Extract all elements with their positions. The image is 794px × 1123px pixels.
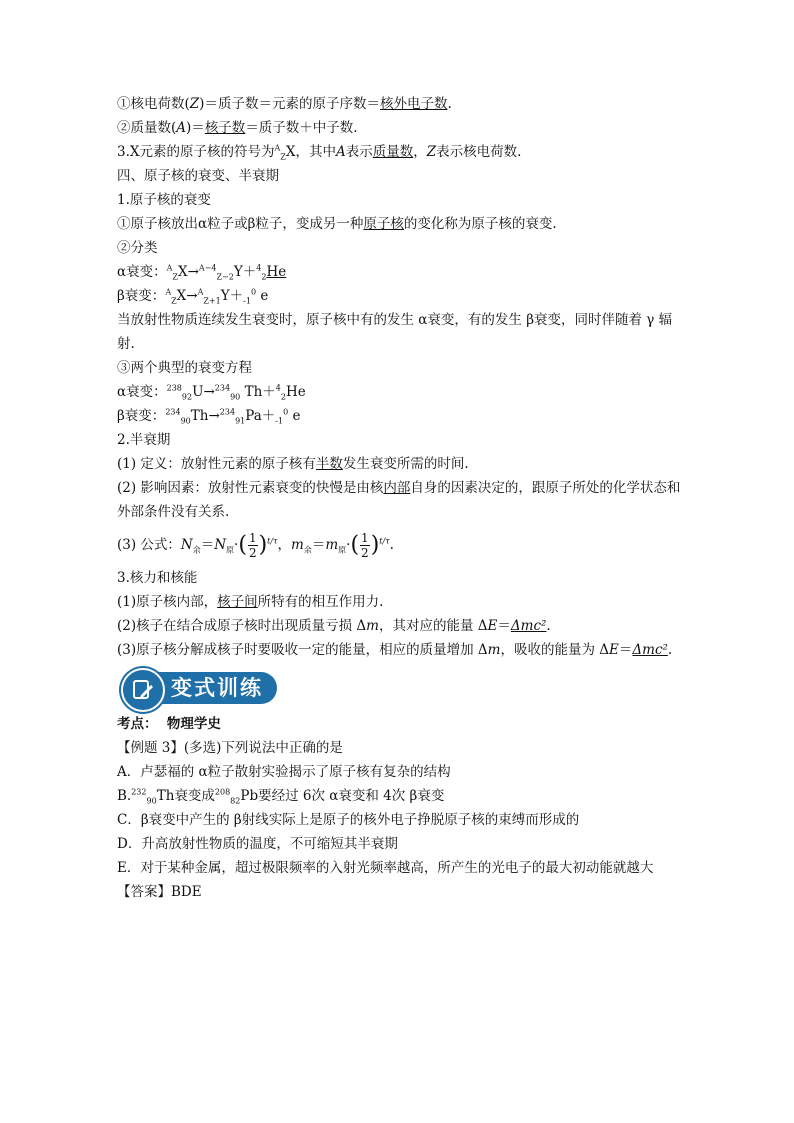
line-classification: ②分类 (117, 240, 158, 256)
line-nuclear-force: (1)原子核内部，核子间所特有的相互作用力. (117, 594, 384, 610)
option-b: B.$^{232}_{90}$Th衰变成$^{208}_{82}$Pb要经过 6次 α衰变和 4次 β衰变 (117, 787, 445, 806)
line-nuclide-symbol: 3.X元素的原子核的符号为$^A_Z$X，其中A表示质量数，Z表示核电荷数. (117, 143, 522, 162)
pencil-note-icon (121, 668, 165, 712)
line-mass-number: ②质量数(A)＝核子数＝质子数＋中子数. (117, 120, 358, 136)
line-beta-decay-thorium: β衰变：$^{234}_{90}Th\to^{234}_{91}Pa+_{-1}^0$ e (117, 407, 301, 426)
subheading-decay: 1.原子核的衰变 (117, 192, 211, 208)
option-c: C．β衰变中产生的 β射线实际上是原子的核外电子挣脱原子核的束缚而形成的 (117, 812, 580, 828)
banner-title: 变式训练 (171, 676, 263, 700)
line-half-life-factors: (2) 影响因素：放射性元素衰变的快慢是由核内部自身的因素决定的，跟原子所处的化学状态和外部条件没有关系. (117, 480, 681, 520)
line-mass-increase: (3)原子核分解成核子时要吸收一定的能量，相应的质量增加 Δm，吸收的能量为 ΔE＝Δmc². (117, 642, 673, 658)
line-half-life-formula: (3) 公式：$N_余=N_原\cdot$( $\frac{1}{2}$ )$^{t/\tau}$，$m_余=m_原\cdot$( $\frac{1}{2}$ )$^{t/\tau}$. (117, 531, 394, 560)
question-stem: 【例题 3】(多选)下列说法中正确的是 (117, 740, 343, 756)
line-mass-defect: (2)核子在结合成原子核时出现质量亏损 Δm，其对应的能量 ΔE＝Δmc². (117, 618, 551, 634)
fraction-one-half: $\frac{1}{2}$ (361, 531, 369, 560)
pencil-note-icon-graphic (131, 678, 155, 702)
subheading-half-life: 2.半衰期 (117, 432, 171, 448)
line-nuclear-charge: ①核电荷数(Z)＝质子数＝元素的原子序数＝核外电子数. (117, 96, 452, 112)
exercise-banner (121, 668, 281, 708)
line-typical-equations: ③两个典型的衰变方程 (117, 360, 252, 376)
fraction-one-half: $\frac{1}{2}$ (248, 531, 257, 560)
section-heading-decay: 四、原子核的衰变、半衰期 (117, 168, 279, 184)
answer-line: 【答案】BDE (117, 884, 202, 900)
line-half-life-definition: (1) 定义：放射性元素的原子核有半数发生衰变所需的时间. (117, 456, 469, 472)
option-e: E．对于某种金属，超过极限频率的入射光频率越高，所产生的光电子的最大初动能就越大 (117, 860, 654, 876)
option-a: A．卢瑟福的 α粒子散射实验揭示了原子核有复杂的结构 (117, 764, 451, 780)
line-decay-definition: ①原子核放出α粒子或β粒子，变成另一种原子核的变化称为原子核的衰变. (117, 216, 557, 232)
topic-line: 考点： 物理学史 (117, 716, 221, 732)
line-beta-decay-general: β衰变：$^A_ZX\to^A_{Z+1}Y+_{-1}^0$ e (117, 287, 269, 306)
line-alpha-decay-uranium: α衰变：$^{238}_{92}$U→$^{234}_{90}$ Th＋$^4_2$He (117, 383, 306, 402)
option-d: D．升高放射性物质的温度，不可缩短其半衰期 (117, 836, 398, 852)
line-continuous-decay: 当放射性物质连续发生衰变时，原子核中有的发生 α衰变，有的发生 β衰变，同时伴随着 γ 辐射. (117, 312, 673, 352)
line-alpha-decay-general: α衰变：$^A_Z$X→$^{A-4}_{Z-2}$Y＋$^4_2$He (117, 263, 287, 282)
document-page (117, 92, 682, 904)
subheading-nuclear-force: 3.核力和核能 (117, 570, 198, 586)
